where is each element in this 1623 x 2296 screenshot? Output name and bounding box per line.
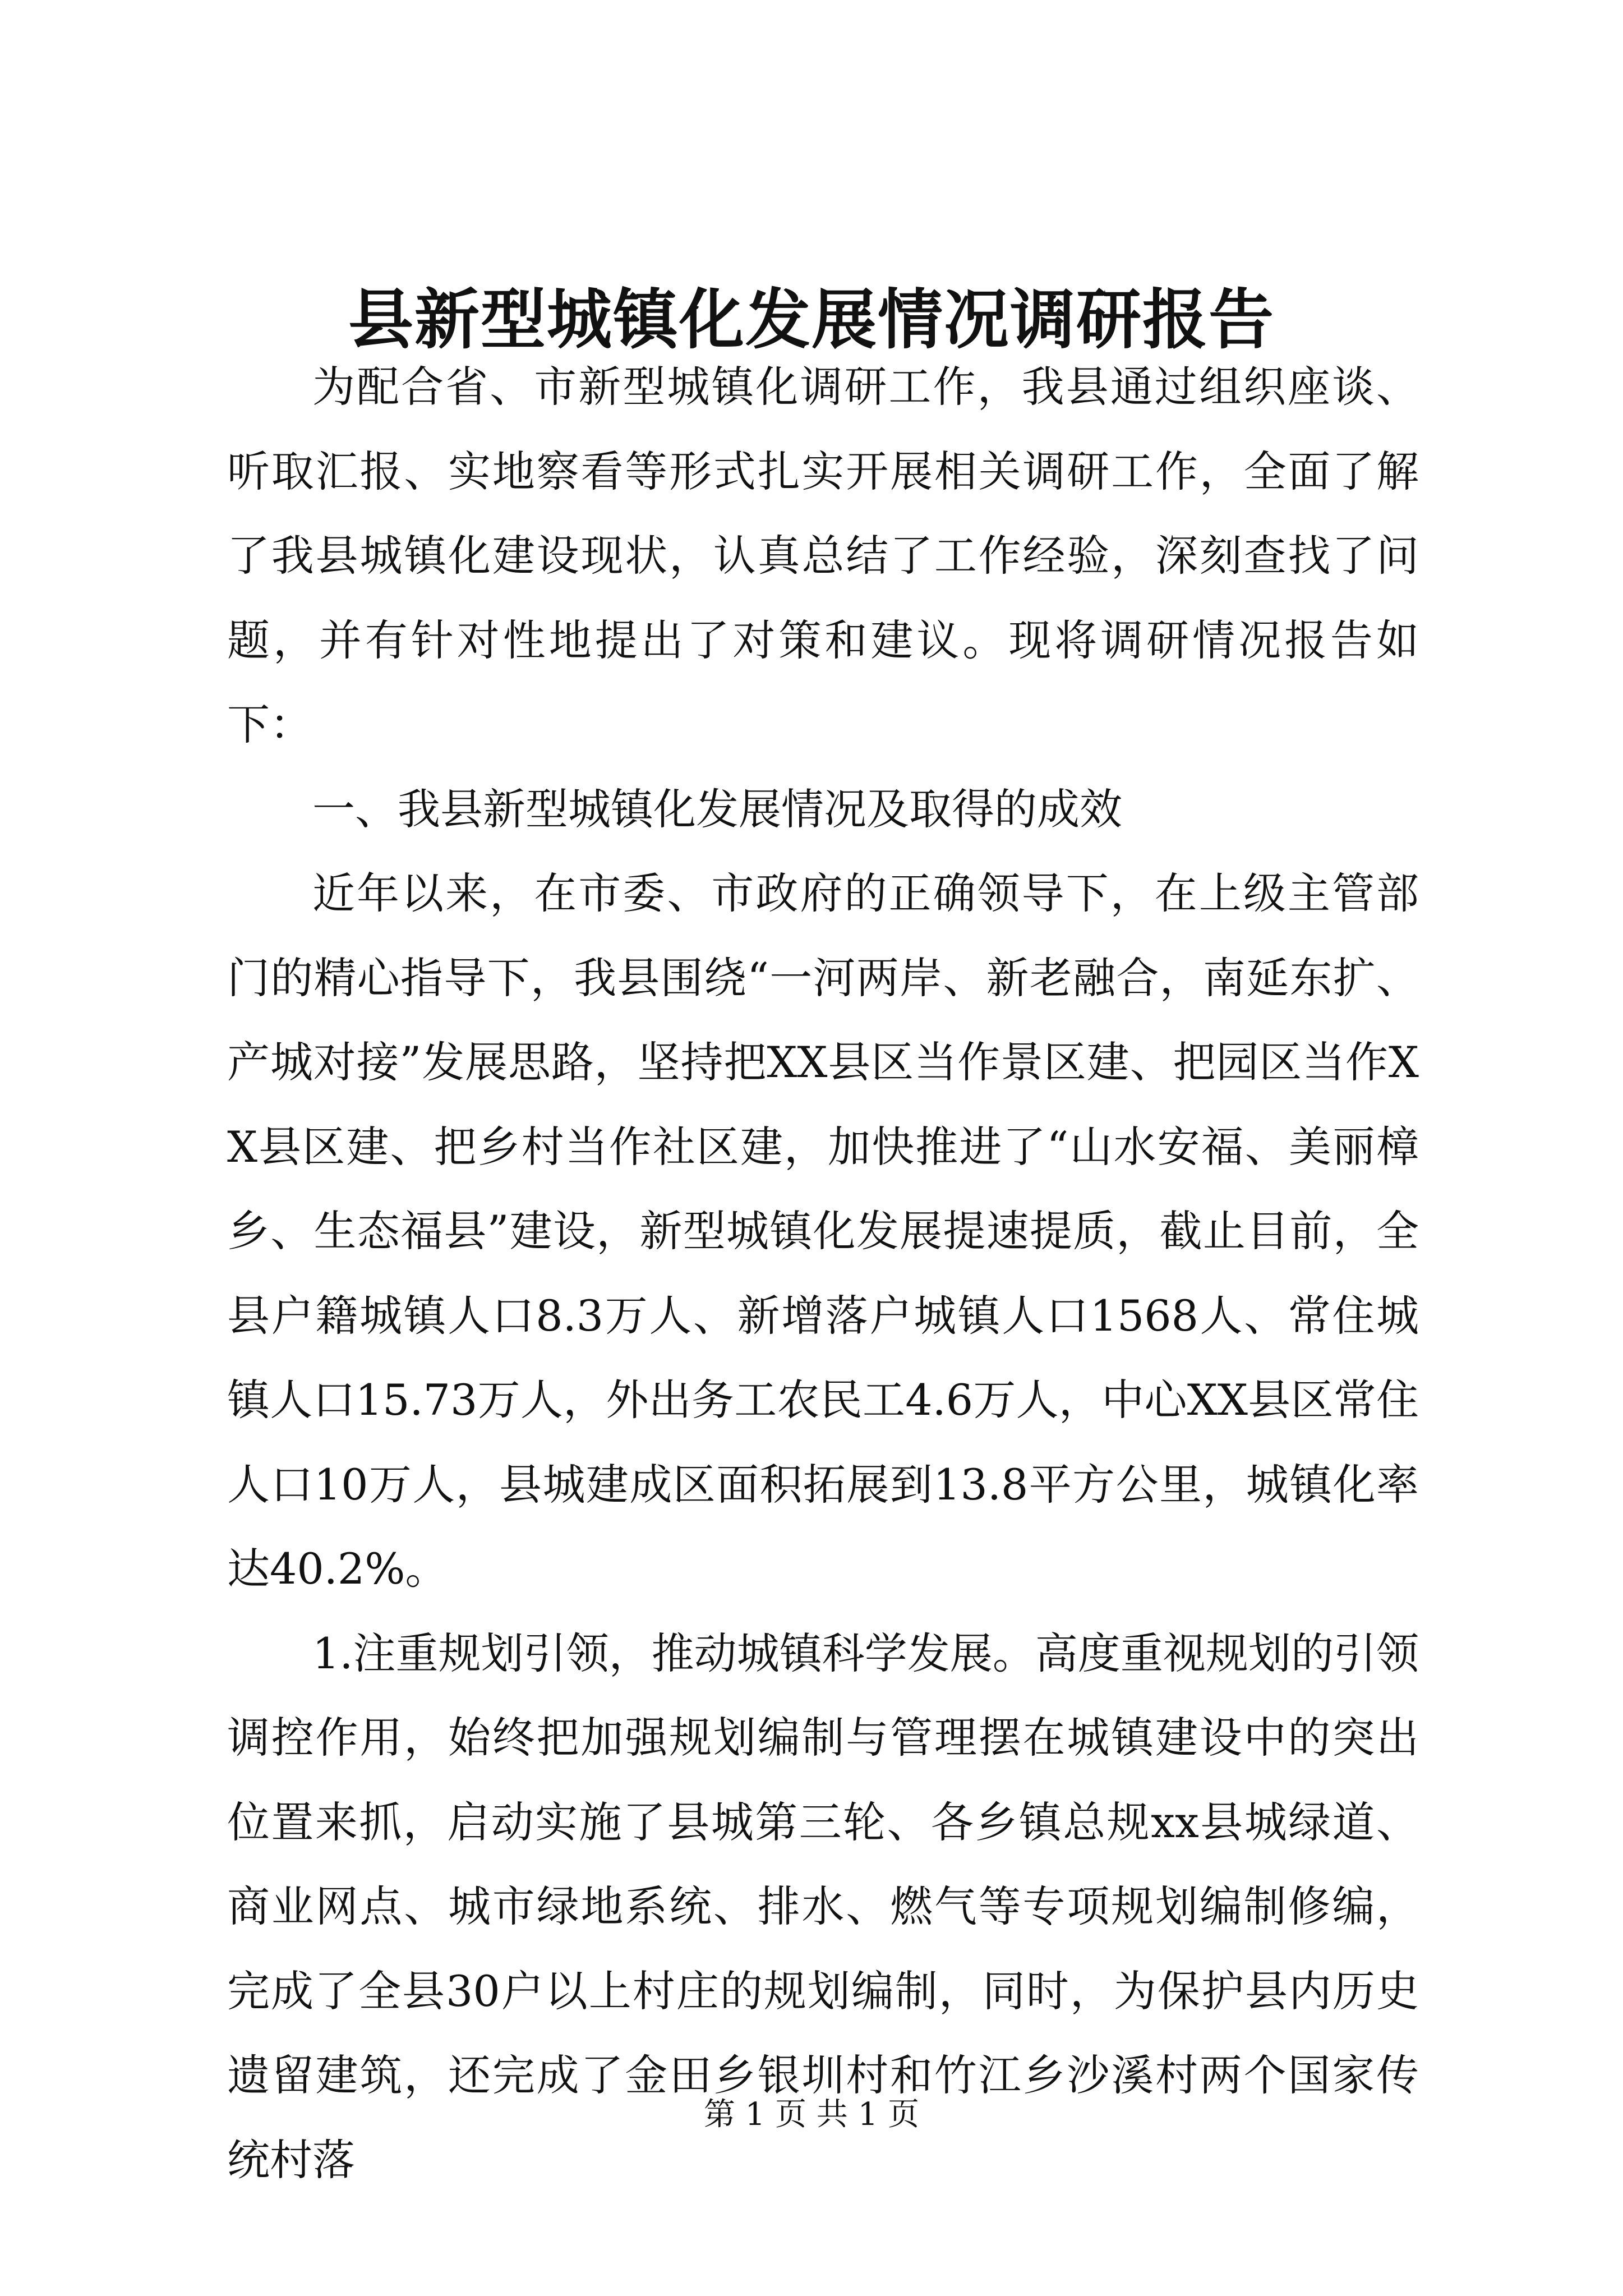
paragraph-item-1: 1.注重规划引领，推动城镇科学发展。高度重视规划的引领调控作用，始终把加强规划编制与管理摆在城镇建设中的突出位置来抓，启动实施了县城第三轮、各乡镇总规xx县城绿道、商业网点、城市绿地系统、排水、燃气等专项规划编制修编，完成了全县30户以上村庄的规划编制，同时，为保护县内历史遗留建筑，还完成了金田乡银圳村和竹江乡沙溪村两个国家传统村落: [227, 1628, 1419, 2185]
document-title: 县新型城镇化发展情况调研报告: [348, 282, 1275, 358]
section-heading: 一、我县新型城镇化发展情况及取得的成效: [312, 784, 1122, 834]
page-footer: 第 1 页 共 1 页: [703, 2096, 920, 2133]
document-body: [227, 345, 1419, 2202]
paragraph-overview: 近年以来，在市委、市政府的正确领导下，在上级主管部门的精心指导下，我县围绕“一河两岸、新老融合，南延东扩、产城对接”发展思路，坚持把XX县区当作景区建、把园区当作XX县区建、把乡村当作社区建，加快推进了“山水安福、美丽樟乡、生态福县”建设，新型城镇化发展提速提质，截止目前，全县户籍城镇人口8.3万人、新增落户城镇人口1568人、常住城镇人口15.73万人，外出务工农民工4.6万人，中心XX县区常住人口10万人，县城建成区面积拓展到13.8平方公里，城镇化率达40.2%。: [227, 868, 1419, 1594]
paragraph-intro: 为配合省、市新型城镇化调研工作，我县通过组织座谈、听取汇报、实地察看等形式扎实开展相关调研工作，全面了解了我县城镇化建设现状，认真总结了工作经验，深刻查找了问题，并有针对性地提出了对策和建议。现将调研情况报告如下：: [227, 362, 1419, 749]
